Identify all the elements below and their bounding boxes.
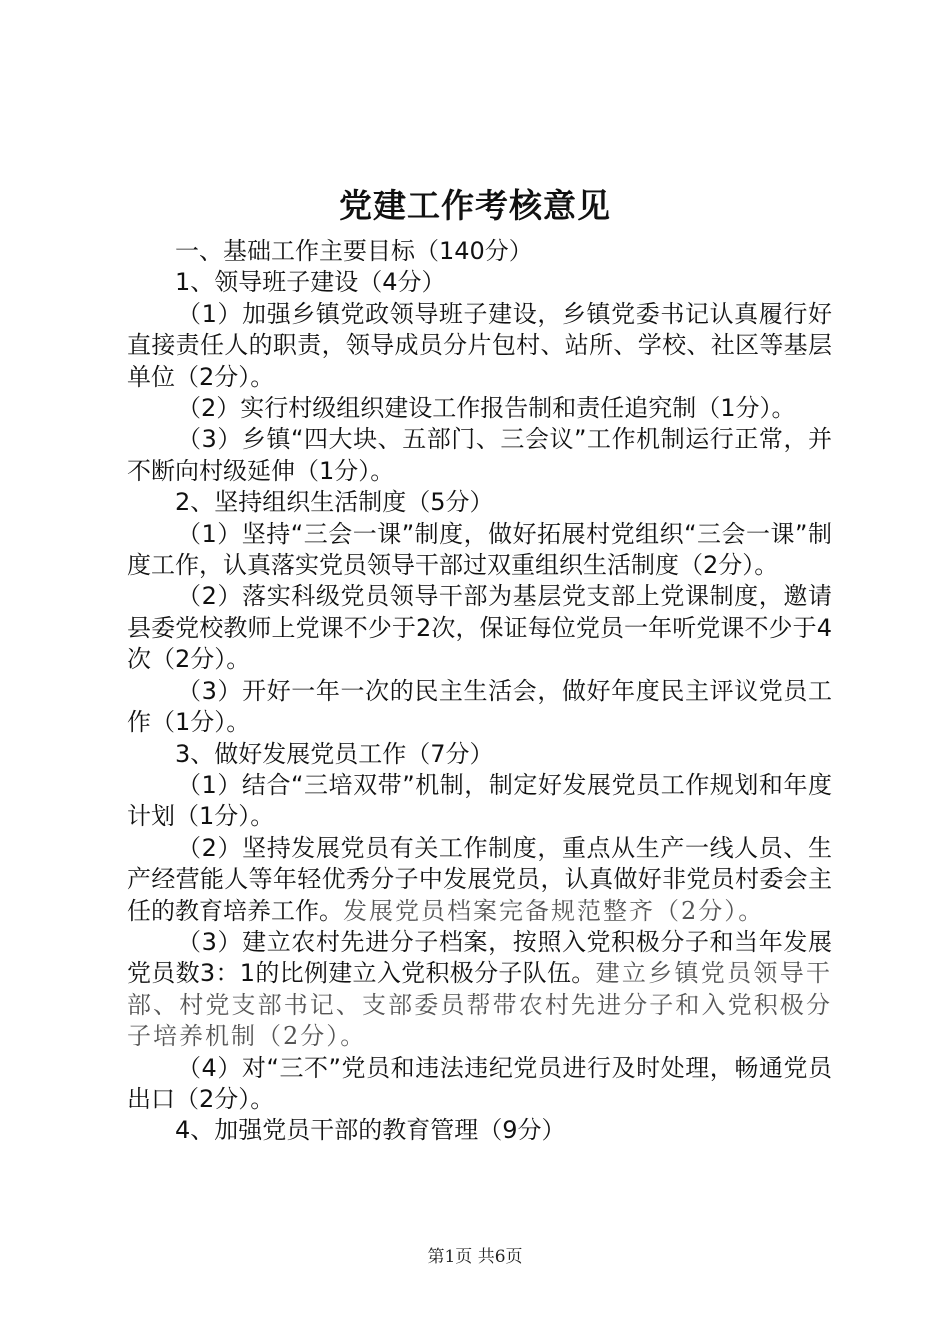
list-item — [127, 1053, 832, 1116]
paragraph-text: （4）对“三不”党员和违法违纪党员进行及时处理，畅通党员出口（2分）。 — [127, 1053, 832, 1113]
section-heading — [127, 236, 832, 267]
paragraph-text: （1）结合“三培双带”机制，制定好发展党员工作规划和年度计划（1分）。 — [127, 770, 832, 831]
paragraph-text: 3、做好发展党员工作（7分） — [175, 739, 494, 768]
subsection-heading — [127, 267, 832, 298]
page-number-footer: 第1页 共6页 — [427, 1247, 523, 1267]
list-item — [127, 519, 832, 582]
paragraph-text: （1）加强乡镇党政领导班子建设，乡镇党委书记认真履行好直接责任人的职责，领导成员分片包村、站所、学校、社区等基层单位（2分）。 — [127, 299, 832, 391]
paragraph-text: 一、基础工作主要目标（140分） — [175, 237, 533, 265]
list-item — [127, 393, 832, 424]
list-item — [127, 833, 832, 927]
paragraph-text: （3）开好一年一次的民主生活会，做好年度民主评议党员工作（1分）。 — [127, 676, 832, 737]
paragraph-light-text: 建立乡镇党员领导干部、村党支部书记、支部委员帮带农村先进分子和入党积极分子培养机制（2分）。 — [127, 959, 832, 1051]
paragraph-light-text: 发展党员档案完备规范整齐（2分）。 — [343, 896, 765, 925]
list-item — [127, 424, 832, 487]
paragraph-text: （1）坚持“三会一课”制度，做好拓展村党组织“三会一课”制度工作，认真落实党员领导干部过双重组织生活制度（2分）。 — [127, 519, 832, 580]
document-title: 党建工作考核意见 — [339, 186, 611, 225]
paragraph-text: （2）坚持发展党员有关工作制度，重点从生产一线人员、生产经营能人等年轻优秀分子中发展党员，认真做好非党员村委会主任的教育培养工作。 — [127, 833, 832, 925]
list-item — [127, 927, 832, 1053]
list-item — [127, 770, 832, 833]
paragraph-text: （2）落实科级党员领导干部为基层党支部上党课制度，邀请县委党校教师上党课不少于2次，保证每位党员一年听党课不少于4次（2分）。 — [127, 582, 832, 674]
paragraph-text: （2）实行村级组织建设工作报告制和责任追究制（1分）。 — [177, 394, 796, 423]
subsection-heading — [127, 487, 832, 518]
list-item — [127, 676, 832, 739]
paragraph-text: （3）建立农村先进分子档案，按照入党积极分子和当年发展党员数3：1的比例建立入党积极分子队伍。 — [127, 927, 832, 988]
paragraph-text: 2、坚持组织生活制度（5分） — [175, 488, 494, 517]
paragraph-text: 1、领导班子建设（4分） — [175, 268, 446, 297]
list-item — [127, 581, 832, 675]
paragraph-text: 4、加强党员干部的教育管理（9分） — [175, 1116, 566, 1145]
list-item — [127, 299, 832, 393]
paragraph-text: （3）乡镇“四大块、五部门、三会议”工作机制运行正常，并不断向村级延伸（1分）。 — [127, 425, 832, 485]
subsection-heading — [127, 739, 832, 770]
subsection-heading — [127, 1115, 832, 1146]
document-body — [127, 236, 832, 1147]
